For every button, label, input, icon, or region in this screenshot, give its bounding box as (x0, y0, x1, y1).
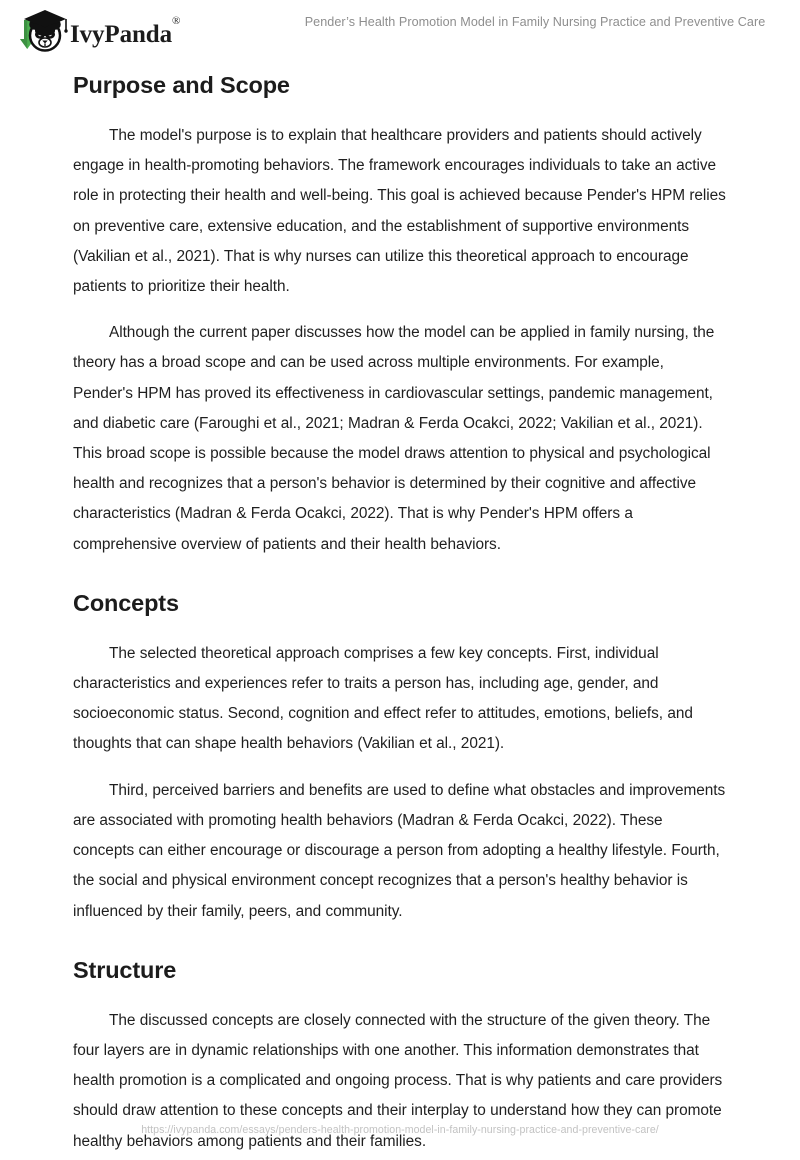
paragraph: Although the current paper discusses how the model can be applied in family nursing, the theory has a broad scope and can be used across multiple environments. For example, Pender's HPM has proved its effectiveness in cardiovascular settings, pandemic management, and diabetic care (Faroughi et al., 2021; Madran & Ferda Ocakci, 2022; Vakilian et al., 2021). This broad scope is possible because the model draws attention to physical and psychological health and recognizes that a person's behavior is determined by their cognitive and affective characteristics (Madran & Ferda Ocakci, 2022). That is why Pender's HPM offers a comprehensive overview of patients and their health behaviors. (73, 324, 715, 553)
paragraph: Third, perceived barriers and benefits are used to define what obstacles and improvements are associated with promoting health behaviors (Madran & Ferda Ocakci, 2022). These concepts can either encourage or discourage a person from adopting a healthy lifestyle. Fourth, the social and physical environment concept recognizes that a person's healthy behavior is influenced by their family, peers, and community. (73, 781, 726, 920)
document-running-title: Pender’s Health Promotion Model in Family Nursing Practice and Preventive Care (304, 15, 766, 29)
page-footer (0, 1120, 800, 1138)
section-heading: Concepts (73, 589, 179, 616)
document-content (73, 72, 726, 1157)
section-heading: Structure (73, 956, 177, 983)
brand-logo[interactable] (14, 8, 180, 54)
section-concepts (73, 590, 726, 927)
brand-trademark: ® (172, 14, 181, 27)
page-header (0, 0, 800, 62)
source-url[interactable]: https://ivypanda.com/essays/penders-health-promotion-model-in-family-nursing-practice-and-preventive-care/ (141, 1124, 659, 1136)
panda-graduation-cap-logo-icon (14, 8, 68, 54)
paragraph: The discussed concepts are closely connected with the structure of the given theory. The four layers are in dynamic relationships with one another. This information demonstrates that health promotion is a complicated and ongoing process. That is why patients and care providers should draw attention to these concepts and their interplay to understand how they can promote healthy behaviors among patients and their families. (73, 1011, 723, 1150)
section-heading: Purpose and Scope (73, 72, 290, 98)
paragraph: The model's purpose is to explain that healthcare providers and patients should actively engage in health-promoting behaviors. The framework encourages individuals to take an active role in protecting their health and well-being. This goal is achieved because Pender's HPM relies on preventive care, extensive education, and the establishment of supportive environments (Vakilian et al., 2021). That is why nurses can utilize this theoretical approach to encourage patients to prioritize their health. (73, 127, 726, 296)
section-purpose-and-scope (73, 72, 726, 560)
brand-name: IvyPanda® (70, 14, 181, 48)
paragraph: The selected theoretical approach comprises a few key concepts. First, individual characteristics and experiences refer to traits a person has, including age, gender, and socioeconomic status. Second, cognition and effect refer to attitudes, emotions, beliefs, and thoughts that can shape health behaviors (Vakilian et al., 2021). (73, 644, 693, 753)
